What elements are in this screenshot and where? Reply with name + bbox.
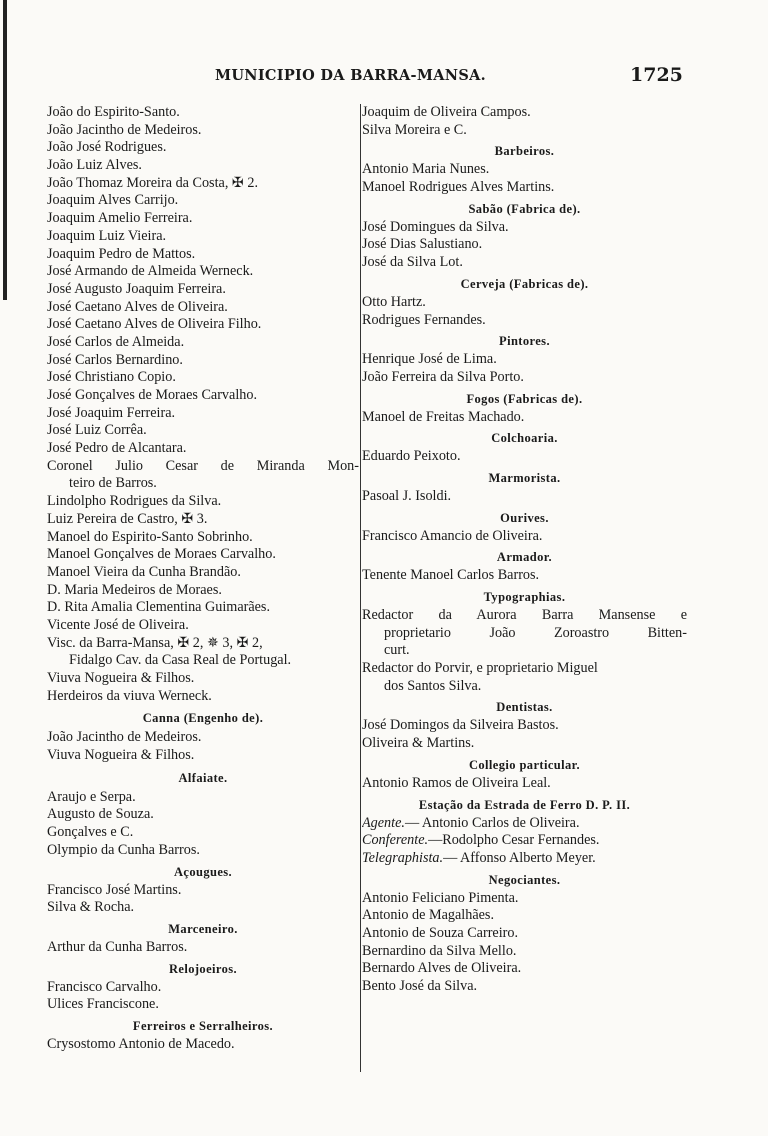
list-item: José Caetano Alves de Oliveira Filho.: [47, 316, 262, 333]
list-item: Joaquim de Oliveira Campos.: [362, 104, 531, 120]
list-item: Francisco Carvalho.: [47, 978, 162, 995]
list-item: Manoel do Espirito-Santo Sobrinho.: [47, 528, 253, 545]
list-item: José Carlos de Almeida.: [47, 333, 185, 350]
list-item: Joaquim Luiz Vieira.: [47, 227, 167, 244]
section-heading-marmorista: Marmorista.: [488, 470, 561, 485]
staff-name: —Rodolpho Cesar Fernandes.: [428, 832, 600, 849]
list-item: Redactor da Aurora Barra Mansense e: [362, 607, 687, 623]
list-item: Vicente José de Oliveira.: [47, 616, 189, 633]
list-item: Joaquim Amelio Ferreira.: [47, 210, 193, 227]
binding-edge: [3, 0, 7, 300]
list-item: Otto Hartz.: [362, 293, 426, 310]
list-item: José da Silva Lot.: [362, 254, 463, 271]
list-item: João Thomaz Moreira da Costa, ✠ 2.: [47, 174, 258, 191]
list-item: Silva & Rocha.: [47, 899, 135, 916]
list-item: Joaquim Pedro de Mattos.: [47, 245, 196, 262]
section-heading-dentistas: Dentistas.: [496, 700, 553, 715]
list-item-continuation: dos Santos Silva.: [384, 677, 482, 694]
list-item: Viuva Nogueira & Filhos.: [47, 670, 195, 686]
list-item: Ulices Franciscone.: [47, 996, 159, 1013]
list-item-continuation: curt.: [384, 642, 410, 659]
list-item-continuation: proprietario João Zoroastro Bitten-: [384, 624, 687, 641]
staff-name: — Affonso Alberto Meyer.: [443, 849, 596, 866]
list-item: Araujo e Serpa.: [47, 788, 136, 805]
list-item: Antonio de Magalhães.: [362, 907, 494, 924]
section-heading-negociantes: Negociantes.: [488, 872, 561, 887]
list-item: Antonio Ramos de Oliveira Leal.: [362, 774, 551, 791]
page-number: 1725: [630, 64, 683, 86]
staff-name: — Antonio Carlos de Oliveira.: [404, 814, 580, 831]
list-item-continuation: Fidalgo Cav. da Casa Real de Portugal.: [69, 652, 292, 669]
section-heading-marceneiro: Marceneiro.: [168, 921, 238, 936]
list-item: João Ferreira da Silva Porto.: [362, 368, 524, 385]
list-item: Bernardo Alves de Oliveira.: [362, 960, 522, 977]
section-heading-sabao: Sabão (Fabrica de).: [468, 201, 581, 216]
section-heading-pintores: Pintores.: [499, 334, 550, 349]
list-item: Viuva Nogueira & Filhos.: [47, 747, 195, 764]
list-item: José Luiz Corrêa.: [47, 422, 147, 439]
list-item: Oliveira & Martins.: [362, 735, 475, 752]
staff-entry: [362, 850, 687, 868]
column-divider: [360, 104, 361, 1072]
section-heading-ferreiros: Ferreiros e Serralheiros.: [132, 1018, 274, 1033]
section-heading-fogos: Fogos (Fabricas de).: [466, 391, 583, 406]
list-item: Olympio da Cunha Barros.: [47, 841, 200, 858]
list-item: Herdeiros da viuva Werneck.: [47, 687, 212, 704]
list-item: Manoel Vieira da Cunha Brandão.: [47, 563, 241, 580]
staff-entry: [362, 815, 687, 833]
list-item: D. Rita Amalia Clementina Guimarães.: [47, 599, 271, 616]
list-item: Joaquim Alves Carrijo.: [47, 192, 179, 209]
list-item: José Domingos da Silveira Bastos.: [362, 717, 559, 734]
section-heading-relojoeiros: Relojoeiros.: [168, 961, 238, 976]
list-item: Pasoal J. Isoldi.: [362, 487, 452, 504]
list-item: José Dias Salustiano.: [362, 236, 483, 253]
section-heading-alfaiate: Alfaiate.: [178, 770, 228, 785]
list-item: João José Rodrigues.: [47, 139, 167, 156]
list-item: Manoel de Freitas Machado.: [362, 408, 525, 425]
list-item: Antonio de Souza Carreiro.: [362, 924, 519, 941]
list-item: Francisco José Martins.: [47, 881, 182, 898]
list-item: Crysostomo Antonio de Macedo.: [47, 1035, 235, 1052]
section-heading-barbeiros: Barbeiros.: [494, 144, 555, 159]
list-item: José Pedro de Alcantara.: [47, 440, 187, 457]
list-item: Eduardo Peixoto.: [362, 448, 461, 465]
list-item: José Carlos Bernardino.: [47, 351, 183, 368]
staff-role: Conferente.: [362, 832, 429, 849]
list-item-continuation: teiro de Barros.: [69, 475, 157, 492]
section-heading-acougues: Açougues.: [173, 864, 233, 879]
list-item: João Luiz Alves.: [47, 157, 142, 174]
section-heading-canna: Canna (Engenho de).: [142, 711, 264, 726]
left-column: [47, 104, 359, 1054]
list-item: Antonio Feliciano Pimenta.: [362, 889, 519, 906]
section-heading-colchoaria: Colchoaria.: [491, 431, 558, 446]
section-heading-estacao: Estação da Estrada de Ferro D. P. II.: [418, 797, 631, 812]
list-item: José Augusto Joaquim Ferreira.: [47, 280, 226, 297]
list-item: João do Espirito-Santo.: [47, 104, 180, 120]
right-column: [362, 104, 687, 996]
list-item: Rodrigues Fernandes.: [362, 311, 486, 328]
list-item: José Armando de Almeida Werneck.: [47, 263, 254, 280]
list-item: D. Maria Medeiros de Moraes.: [47, 581, 222, 598]
list-item: João Jacintho de Medeiros.: [47, 729, 202, 746]
list-item: Bento José da Silva.: [362, 978, 478, 994]
list-item: Luiz Pereira de Castro, ✠ 3.: [47, 510, 208, 527]
list-item: José Gonçalves de Moraes Carvalho.: [47, 387, 257, 403]
list-item: José Domingues da Silva.: [362, 218, 509, 235]
section-heading-collegio: Collegio particular.: [468, 757, 580, 772]
list-item: Redactor do Porvir, e proprietario Miguel: [362, 660, 598, 677]
list-item: Tenente Manoel Carlos Barros.: [362, 567, 540, 584]
list-item: Lindolpho Rodrigues da Silva.: [47, 493, 222, 510]
list-item: José Joaquim Ferreira.: [47, 404, 176, 421]
section-heading-armador: Armador.: [496, 550, 553, 565]
list-item: Coronel Julio Cesar de Miranda Mon-: [47, 457, 359, 474]
section-heading-cerveja: Cerveja (Fabricas de).: [460, 276, 589, 291]
list-item: Francisco Amancio de Oliveira.: [362, 527, 543, 544]
list-item: Silva Moreira e C.: [362, 121, 467, 138]
list-item: Visc. da Barra-Mansa, ✠ 2, ✵ 3, ✠ 2,: [47, 634, 263, 651]
section-heading-ourives: Ourives.: [500, 510, 549, 525]
staff-role: Telegraphista.: [362, 849, 444, 866]
list-item: Bernardino da Silva Mello.: [362, 942, 517, 959]
list-item: Augusto de Souza.: [47, 806, 154, 823]
section-heading-typographias: Typographias.: [483, 590, 566, 604]
list-item: José Caetano Alves de Oliveira.: [47, 298, 228, 315]
list-item: Manoel Rodrigues Alves Martins.: [362, 179, 555, 196]
list-item: Manoel Gonçalves de Moraes Carvalho.: [47, 546, 276, 563]
list-item: João Jacintho de Medeiros.: [47, 121, 202, 138]
list-item: Gonçalves e C.: [47, 824, 134, 841]
list-item: José Christiano Copio.: [47, 369, 176, 386]
list-item: Henrique José de Lima.: [362, 351, 497, 368]
list-item: Arthur da Cunha Barros.: [47, 938, 188, 955]
list-item: Antonio Maria Nunes.: [362, 161, 490, 178]
staff-entry: [362, 832, 687, 850]
staff-role: Agente.: [362, 814, 405, 831]
page-title: MUNICIPIO DA BARRA-MANSA.: [215, 67, 486, 84]
